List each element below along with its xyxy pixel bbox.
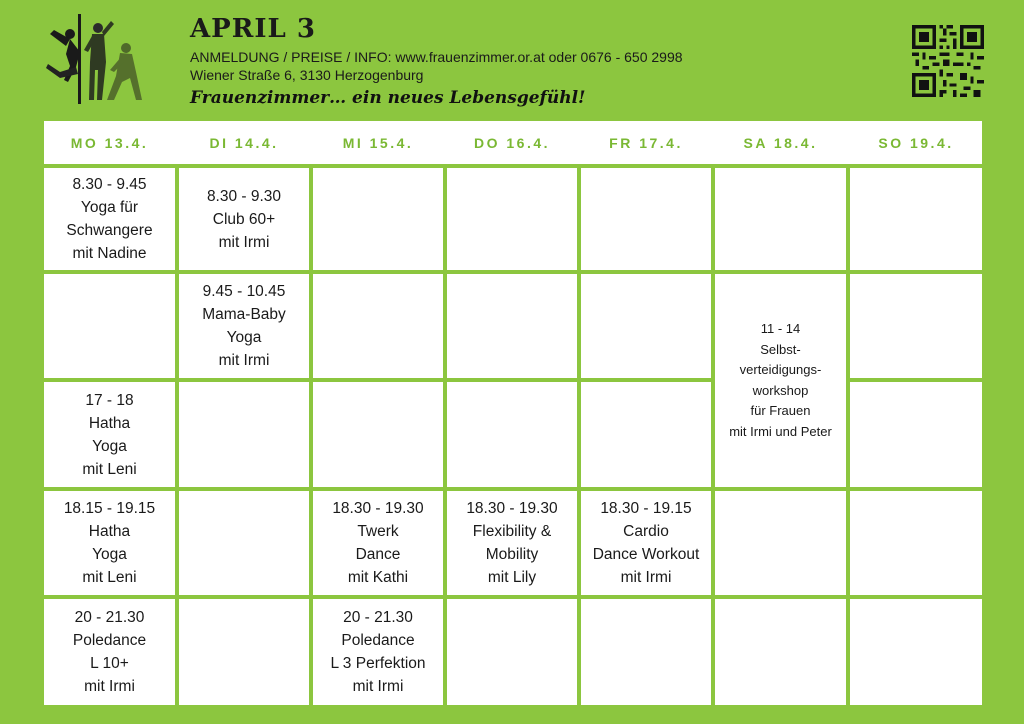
empty-cell [850, 491, 982, 595]
day-fr: FR 17.4. [609, 134, 683, 151]
slogan: Frauenzimmer… ein neues Lebensgefühl! [190, 88, 586, 108]
address-line: Wiener Straße 6, 3130 Herzogenburg [190, 67, 424, 83]
empty-cell [850, 168, 982, 270]
class-cell: 18.30 - 19.30 Flexibility & Mobility mit Lily [447, 491, 577, 595]
empty-cell [313, 274, 443, 378]
class-cell: 9.45 - 10.45 Mama-Baby Yoga mit Irmi [179, 274, 309, 378]
empty-cell [850, 274, 982, 378]
day-mi: MI 15.4. [342, 134, 414, 151]
class-cell: 18.30 - 19.15 Cardio Dance Workout mit Irmi [581, 491, 711, 595]
empty-cell [313, 168, 443, 270]
class-cell: 8.30 - 9.45 Yoga für Schwangere mit Nadine [44, 168, 175, 270]
dancers-silhouette-logo [40, 12, 145, 107]
workshop-cell: 11 - 14 Selbst- verteidigungs- workshop für Frauen mit Irmi und Peter [715, 274, 846, 487]
class-cell: 20 - 21.30 Poledance L 10+ mit Irmi [44, 599, 175, 705]
day-sa: SA 18.4. [743, 134, 818, 151]
empty-cell [44, 274, 175, 378]
empty-cell [850, 382, 982, 487]
class-cell: 20 - 21.30 Poledance L 3 Perfektion mit Irmi [313, 599, 443, 705]
day-mo: MO 13.4. [70, 134, 149, 151]
class-cell: 17 - 18 Hatha Yoga mit Leni [44, 382, 175, 487]
empty-cell [715, 168, 846, 270]
empty-cell [313, 382, 443, 487]
empty-cell [179, 382, 309, 487]
class-cell: 8.30 - 9.30 Club 60+ mit Irmi [179, 168, 309, 270]
empty-cell [581, 382, 711, 487]
empty-cell [447, 274, 577, 378]
empty-cell [179, 599, 309, 705]
empty-cell [715, 491, 846, 595]
empty-cell [581, 274, 711, 378]
day-header-row [44, 121, 982, 164]
empty-cell [179, 491, 309, 595]
empty-cell [447, 599, 577, 705]
empty-cell [447, 382, 577, 487]
day-so: SO 19.4. [878, 134, 954, 151]
class-cell: 18.30 - 19.30 Twerk Dance mit Kathi [313, 491, 443, 595]
page-title: APRIL 3 [190, 14, 316, 44]
contact-line: ANMELDUNG / PREISE / INFO: www.frauenzimmer.or.at oder 0676 - 650 2998 [190, 49, 683, 65]
weekly-schedule [44, 121, 982, 705]
empty-cell [447, 168, 577, 270]
class-cell: 18.15 - 19.15 Hatha Yoga mit Leni [44, 491, 175, 595]
contact-info [190, 48, 683, 84]
day-do: DO 16.4. [473, 134, 551, 151]
day-di: DI 14.4. [209, 134, 279, 151]
empty-cell [715, 599, 846, 705]
empty-cell [581, 599, 711, 705]
empty-cell [581, 168, 711, 270]
empty-cell [850, 599, 982, 705]
qr-code[interactable] [912, 25, 984, 97]
